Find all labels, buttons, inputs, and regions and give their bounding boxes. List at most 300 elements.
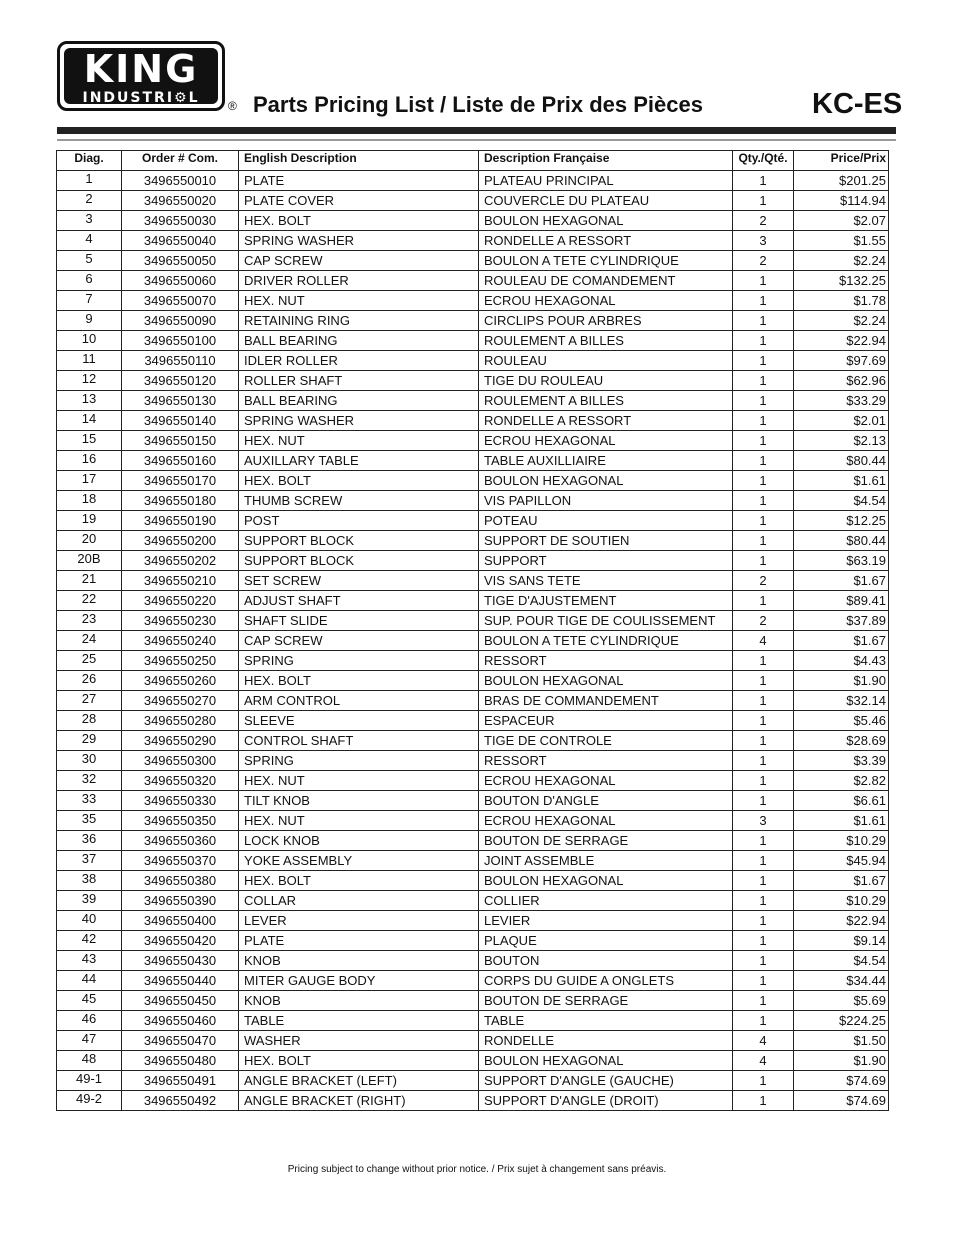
cell-order-number: 3496550202 [122, 551, 239, 571]
cell-french-description: BRAS DE COMMANDEMENT [479, 691, 733, 711]
king-industrial-logo [57, 41, 225, 111]
cell-order-number: 3496550100 [122, 331, 239, 351]
cell-diag: 49-2 [57, 1091, 122, 1111]
cell-quantity: 3 [733, 811, 794, 831]
cell-english-description: CAP SCREW [239, 631, 479, 651]
cell-french-description: TIGE DU ROULEAU [479, 371, 733, 391]
cell-french-description: PLATEAU PRINCIPAL [479, 171, 733, 191]
cell-order-number: 3496550130 [122, 391, 239, 411]
cell-price: $45.94 [794, 851, 889, 871]
cell-price: $2.82 [794, 771, 889, 791]
cell-order-number: 3496550450 [122, 991, 239, 1011]
cell-diag: 24 [57, 631, 122, 651]
cell-french-description: CIRCLIPS POUR ARBRES [479, 311, 733, 331]
cell-quantity: 1 [733, 691, 794, 711]
cell-quantity: 1 [733, 991, 794, 1011]
cell-price: $10.29 [794, 831, 889, 851]
cell-quantity: 1 [733, 291, 794, 311]
table-row [57, 971, 889, 991]
table-row [57, 831, 889, 851]
cell-diag: 25 [57, 651, 122, 671]
cell-price: $132.25 [794, 271, 889, 291]
cell-diag: 17 [57, 471, 122, 491]
cell-order-number: 3496550170 [122, 471, 239, 491]
cell-price: $80.44 [794, 531, 889, 551]
cell-price: $34.44 [794, 971, 889, 991]
col-header-french: Description Française [479, 151, 733, 171]
cell-diag: 9 [57, 311, 122, 331]
cell-french-description: SUPPORT DE SOUTIEN [479, 531, 733, 551]
cell-order-number: 3496550390 [122, 891, 239, 911]
cell-price: $1.67 [794, 631, 889, 651]
cell-price: $2.24 [794, 251, 889, 271]
cell-english-description: ROLLER SHAFT [239, 371, 479, 391]
table-row [57, 171, 889, 191]
cell-english-description: LEVER [239, 911, 479, 931]
cell-diag: 23 [57, 611, 122, 631]
logo-background [64, 48, 218, 104]
cell-quantity: 1 [733, 951, 794, 971]
cell-order-number: 3496550420 [122, 931, 239, 951]
logo-wordmark: KING [83, 47, 199, 91]
cell-french-description: BOUTON DE SERRAGE [479, 991, 733, 1011]
cell-english-description: PLATE [239, 171, 479, 191]
cell-english-description: RETAINING RING [239, 311, 479, 331]
cell-order-number: 3496550330 [122, 791, 239, 811]
cell-diag: 46 [57, 1011, 122, 1031]
cell-price: $62.96 [794, 371, 889, 391]
cell-diag: 40 [57, 911, 122, 931]
cell-order-number: 3496550250 [122, 651, 239, 671]
cell-price: $224.25 [794, 1011, 889, 1031]
cell-price: $3.39 [794, 751, 889, 771]
cell-price: $97.69 [794, 351, 889, 371]
cell-order-number: 3496550260 [122, 671, 239, 691]
col-header-price: Price/Prix [794, 151, 889, 171]
cell-diag: 6 [57, 271, 122, 291]
cell-english-description: KNOB [239, 991, 479, 1011]
table-row [57, 851, 889, 871]
cell-english-description: YOKE ASSEMBLY [239, 851, 479, 871]
cell-diag: 7 [57, 291, 122, 311]
cell-quantity: 1 [733, 351, 794, 371]
cell-quantity: 1 [733, 331, 794, 351]
cell-quantity: 1 [733, 411, 794, 431]
cell-price: $4.43 [794, 651, 889, 671]
cell-diag: 16 [57, 451, 122, 471]
parts-table-body [57, 171, 889, 1111]
cell-price: $4.54 [794, 491, 889, 511]
cell-french-description: TIGE D'AJUSTEMENT [479, 591, 733, 611]
cell-english-description: KNOB [239, 951, 479, 971]
cell-english-description: COLLAR [239, 891, 479, 911]
cell-diag: 29 [57, 731, 122, 751]
cell-order-number: 3496550270 [122, 691, 239, 711]
cell-order-number: 3496550491 [122, 1071, 239, 1091]
cell-quantity: 1 [733, 711, 794, 731]
cell-price: $10.29 [794, 891, 889, 911]
col-header-qty: Qty./Qté. [733, 151, 794, 171]
cell-order-number: 3496550200 [122, 531, 239, 551]
cell-quantity: 1 [733, 591, 794, 611]
cell-french-description: ECROU HEXAGONAL [479, 431, 733, 451]
cell-quantity: 1 [733, 791, 794, 811]
cell-french-description: CORPS DU GUIDE A ONGLETS [479, 971, 733, 991]
table-row [57, 1071, 889, 1091]
cell-english-description: MITER GAUGE BODY [239, 971, 479, 991]
table-row [57, 611, 889, 631]
cell-diag: 42 [57, 931, 122, 951]
cell-order-number: 3496550140 [122, 411, 239, 431]
cell-english-description: AUXILLARY TABLE [239, 451, 479, 471]
cell-price: $2.13 [794, 431, 889, 451]
table-row [57, 331, 889, 351]
cell-price: $1.67 [794, 871, 889, 891]
cell-english-description: SUPPORT BLOCK [239, 551, 479, 571]
table-row [57, 911, 889, 931]
table-row [57, 491, 889, 511]
cell-order-number: 3496550440 [122, 971, 239, 991]
cell-quantity: 4 [733, 631, 794, 651]
cell-english-description: DRIVER ROLLER [239, 271, 479, 291]
cell-diag: 49-1 [57, 1071, 122, 1091]
cell-english-description: HEX. NUT [239, 811, 479, 831]
cell-french-description: BOULON HEXAGONAL [479, 1051, 733, 1071]
cell-order-number: 3496550210 [122, 571, 239, 591]
cell-diag: 19 [57, 511, 122, 531]
cell-order-number: 3496550400 [122, 911, 239, 931]
cell-english-description: ANGLE BRACKET (RIGHT) [239, 1091, 479, 1111]
cell-french-description: ECROU HEXAGONAL [479, 771, 733, 791]
cell-order-number: 3496550350 [122, 811, 239, 831]
cell-french-description: ROULEMENT A BILLES [479, 331, 733, 351]
cell-quantity: 1 [733, 931, 794, 951]
cell-diag: 33 [57, 791, 122, 811]
cell-order-number: 3496550180 [122, 491, 239, 511]
cell-english-description: SUPPORT BLOCK [239, 531, 479, 551]
table-row [57, 1051, 889, 1071]
cell-order-number: 3496550430 [122, 951, 239, 971]
cell-french-description: BOULON A TETE CYLINDRIQUE [479, 251, 733, 271]
cell-french-description: BOULON HEXAGONAL [479, 871, 733, 891]
cell-english-description: HEX. BOLT [239, 211, 479, 231]
cell-french-description: VIS PAPILLON [479, 491, 733, 511]
cell-french-description: BOUTON DE SERRAGE [479, 831, 733, 851]
cell-price: $63.19 [794, 551, 889, 571]
cell-quantity: 2 [733, 571, 794, 591]
cell-diag: 15 [57, 431, 122, 451]
table-row [57, 791, 889, 811]
cell-quantity: 1 [733, 851, 794, 871]
cell-french-description: TABLE AUXILLIAIRE [479, 451, 733, 471]
cell-english-description: SPRING WASHER [239, 411, 479, 431]
cell-price: $1.61 [794, 471, 889, 491]
cell-french-description: SUPPORT D'ANGLE (GAUCHE) [479, 1071, 733, 1091]
table-row [57, 891, 889, 911]
cell-price: $32.14 [794, 691, 889, 711]
cell-diag: 27 [57, 691, 122, 711]
table-header-row [57, 151, 889, 171]
cell-price: $9.14 [794, 931, 889, 951]
cell-quantity: 1 [733, 751, 794, 771]
cell-order-number: 3496550090 [122, 311, 239, 331]
cell-diag: 43 [57, 951, 122, 971]
table-row [57, 311, 889, 331]
cell-order-number: 3496550060 [122, 271, 239, 291]
cell-price: $1.61 [794, 811, 889, 831]
cell-english-description: CAP SCREW [239, 251, 479, 271]
cell-french-description: VIS SANS TETE [479, 571, 733, 591]
cell-french-description: BOUTON [479, 951, 733, 971]
cell-french-description: RESSORT [479, 751, 733, 771]
cell-english-description: HEX. NUT [239, 431, 479, 451]
cell-order-number: 3496550240 [122, 631, 239, 651]
cell-quantity: 1 [733, 451, 794, 471]
table-row [57, 751, 889, 771]
cell-english-description: POST [239, 511, 479, 531]
cell-french-description: ESPACEUR [479, 711, 733, 731]
table-row [57, 651, 889, 671]
table-row [57, 671, 889, 691]
model-number: KC-ES [812, 88, 903, 120]
cell-diag: 1 [57, 171, 122, 191]
cell-quantity: 1 [733, 511, 794, 531]
table-row [57, 411, 889, 431]
cell-order-number: 3496550492 [122, 1091, 239, 1111]
cell-quantity: 1 [733, 531, 794, 551]
cell-order-number: 3496550150 [122, 431, 239, 451]
table-row [57, 551, 889, 571]
cell-english-description: HEX. NUT [239, 771, 479, 791]
cell-english-description: PLATE [239, 931, 479, 951]
cell-diag: 38 [57, 871, 122, 891]
table-row [57, 351, 889, 371]
cell-quantity: 1 [733, 1091, 794, 1111]
table-row [57, 251, 889, 271]
cell-quantity: 1 [733, 911, 794, 931]
table-row [57, 711, 889, 731]
table-row [57, 991, 889, 1011]
cell-price: $201.25 [794, 171, 889, 191]
cell-english-description: ARM CONTROL [239, 691, 479, 711]
cell-price: $74.69 [794, 1071, 889, 1091]
cell-french-description: RONDELLE A RESSORT [479, 231, 733, 251]
cell-quantity: 1 [733, 1071, 794, 1091]
cell-price: $2.24 [794, 311, 889, 331]
cell-order-number: 3496550010 [122, 171, 239, 191]
table-row [57, 771, 889, 791]
table-row [57, 271, 889, 291]
cell-english-description: SPRING [239, 651, 479, 671]
table-row [57, 871, 889, 891]
cell-english-description: SET SCREW [239, 571, 479, 591]
cell-quantity: 2 [733, 211, 794, 231]
cell-english-description: HEX. BOLT [239, 1051, 479, 1071]
header-divider-thin [57, 139, 896, 141]
cell-price: $2.07 [794, 211, 889, 231]
cell-english-description: SHAFT SLIDE [239, 611, 479, 631]
cell-english-description: CONTROL SHAFT [239, 731, 479, 751]
cell-diag: 47 [57, 1031, 122, 1051]
cell-quantity: 1 [733, 271, 794, 291]
cell-english-description: LOCK KNOB [239, 831, 479, 851]
table-row [57, 431, 889, 451]
cell-diag: 10 [57, 331, 122, 351]
cell-quantity: 1 [733, 491, 794, 511]
table-row [57, 731, 889, 751]
cell-order-number: 3496550280 [122, 711, 239, 731]
cell-quantity: 4 [733, 1051, 794, 1071]
cell-english-description: WASHER [239, 1031, 479, 1051]
cell-english-description: HEX. BOLT [239, 671, 479, 691]
cell-diag: 4 [57, 231, 122, 251]
cell-french-description: POTEAU [479, 511, 733, 531]
table-row [57, 811, 889, 831]
cell-english-description: TABLE [239, 1011, 479, 1031]
table-row [57, 471, 889, 491]
cell-order-number: 3496550070 [122, 291, 239, 311]
cell-diag: 21 [57, 571, 122, 591]
cell-french-description: ROULEAU DE COMANDEMENT [479, 271, 733, 291]
cell-order-number: 3496550030 [122, 211, 239, 231]
table-row [57, 231, 889, 251]
cell-quantity: 3 [733, 231, 794, 251]
cell-diag: 39 [57, 891, 122, 911]
header-divider-thick [57, 127, 896, 134]
cell-quantity: 1 [733, 831, 794, 851]
cell-diag: 22 [57, 591, 122, 611]
cell-order-number: 3496550460 [122, 1011, 239, 1031]
table-row [57, 631, 889, 651]
cell-french-description: BOUTON D'ANGLE [479, 791, 733, 811]
cell-quantity: 1 [733, 671, 794, 691]
cell-quantity: 1 [733, 1011, 794, 1031]
table-row [57, 1031, 889, 1051]
cell-diag: 5 [57, 251, 122, 271]
table-row [57, 931, 889, 951]
cell-price: $5.46 [794, 711, 889, 731]
cell-order-number: 3496550320 [122, 771, 239, 791]
cell-price: $1.90 [794, 671, 889, 691]
cell-english-description: ANGLE BRACKET (LEFT) [239, 1071, 479, 1091]
cell-price: $74.69 [794, 1091, 889, 1111]
cell-order-number: 3496550120 [122, 371, 239, 391]
cell-order-number: 3496550190 [122, 511, 239, 531]
cell-order-number: 3496550020 [122, 191, 239, 211]
cell-price: $4.54 [794, 951, 889, 971]
cell-french-description: SUPPORT D'ANGLE (DROIT) [479, 1091, 733, 1111]
cell-order-number: 3496550470 [122, 1031, 239, 1051]
cell-order-number: 3496550220 [122, 591, 239, 611]
cell-french-description: TABLE [479, 1011, 733, 1031]
cell-english-description: SLEEVE [239, 711, 479, 731]
cell-diag: 32 [57, 771, 122, 791]
cell-order-number: 3496550380 [122, 871, 239, 891]
cell-english-description: TILT KNOB [239, 791, 479, 811]
pricing-disclaimer: Pricing subject to change without prior notice. / Prix sujet à changement sans préavis. [287, 1164, 667, 1175]
cell-english-description: PLATE COVER [239, 191, 479, 211]
cell-diag: 44 [57, 971, 122, 991]
cell-french-description: ROULEMENT A BILLES [479, 391, 733, 411]
cell-diag: 36 [57, 831, 122, 851]
cell-french-description: RONDELLE [479, 1031, 733, 1051]
table-row [57, 571, 889, 591]
cell-english-description: BALL BEARING [239, 391, 479, 411]
logo-subtext: INDUSTRI⚙L [82, 90, 200, 106]
cell-diag: 30 [57, 751, 122, 771]
cell-quantity: 1 [733, 371, 794, 391]
cell-french-description: COLLIER [479, 891, 733, 911]
table-row [57, 291, 889, 311]
cell-quantity: 1 [733, 551, 794, 571]
col-header-english: English Description [239, 151, 479, 171]
cell-diag: 18 [57, 491, 122, 511]
cell-french-description: BOULON A TETE CYLINDRIQUE [479, 631, 733, 651]
cell-quantity: 1 [733, 971, 794, 991]
cell-order-number: 3496550160 [122, 451, 239, 471]
cell-french-description: BOULON HEXAGONAL [479, 471, 733, 491]
table-row [57, 1091, 889, 1111]
cell-quantity: 2 [733, 611, 794, 631]
col-header-diag: Diag. [57, 151, 122, 171]
cell-quantity: 1 [733, 471, 794, 491]
cell-price: $28.69 [794, 731, 889, 751]
cell-french-description: SUP. POUR TIGE DE COULISSEMENT [479, 611, 733, 631]
cell-diag: 48 [57, 1051, 122, 1071]
cell-quantity: 1 [733, 391, 794, 411]
cell-price: $89.41 [794, 591, 889, 611]
cell-quantity: 1 [733, 431, 794, 451]
table-row [57, 1011, 889, 1031]
cell-price: $12.25 [794, 511, 889, 531]
cell-quantity: 1 [733, 311, 794, 331]
cell-price: $37.89 [794, 611, 889, 631]
cell-diag: 20 [57, 531, 122, 551]
cell-price: $22.94 [794, 331, 889, 351]
table-row [57, 191, 889, 211]
cell-french-description: BOULON HEXAGONAL [479, 671, 733, 691]
cell-diag: 14 [57, 411, 122, 431]
table-row [57, 511, 889, 531]
cell-order-number: 3496550480 [122, 1051, 239, 1071]
cell-english-description: SPRING WASHER [239, 231, 479, 251]
cell-quantity: 1 [733, 651, 794, 671]
cell-french-description: ECROU HEXAGONAL [479, 811, 733, 831]
cell-price: $1.90 [794, 1051, 889, 1071]
table-row [57, 391, 889, 411]
cell-diag: 11 [57, 351, 122, 371]
cell-diag: 20B [57, 551, 122, 571]
cell-english-description: SPRING [239, 751, 479, 771]
cell-quantity: 1 [733, 871, 794, 891]
col-header-order: Order # Com. [122, 151, 239, 171]
table-row [57, 211, 889, 231]
cell-diag: 37 [57, 851, 122, 871]
cell-price: $2.01 [794, 411, 889, 431]
cell-order-number: 3496550040 [122, 231, 239, 251]
parts-table [56, 150, 889, 1111]
cell-french-description: ROULEAU [479, 351, 733, 371]
table-row [57, 691, 889, 711]
table-row [57, 371, 889, 391]
cell-french-description: TIGE DE CONTROLE [479, 731, 733, 751]
table-row [57, 591, 889, 611]
cell-french-description: SUPPORT [479, 551, 733, 571]
cell-french-description: RESSORT [479, 651, 733, 671]
cell-english-description: IDLER ROLLER [239, 351, 479, 371]
cell-diag: 12 [57, 371, 122, 391]
cell-diag: 13 [57, 391, 122, 411]
